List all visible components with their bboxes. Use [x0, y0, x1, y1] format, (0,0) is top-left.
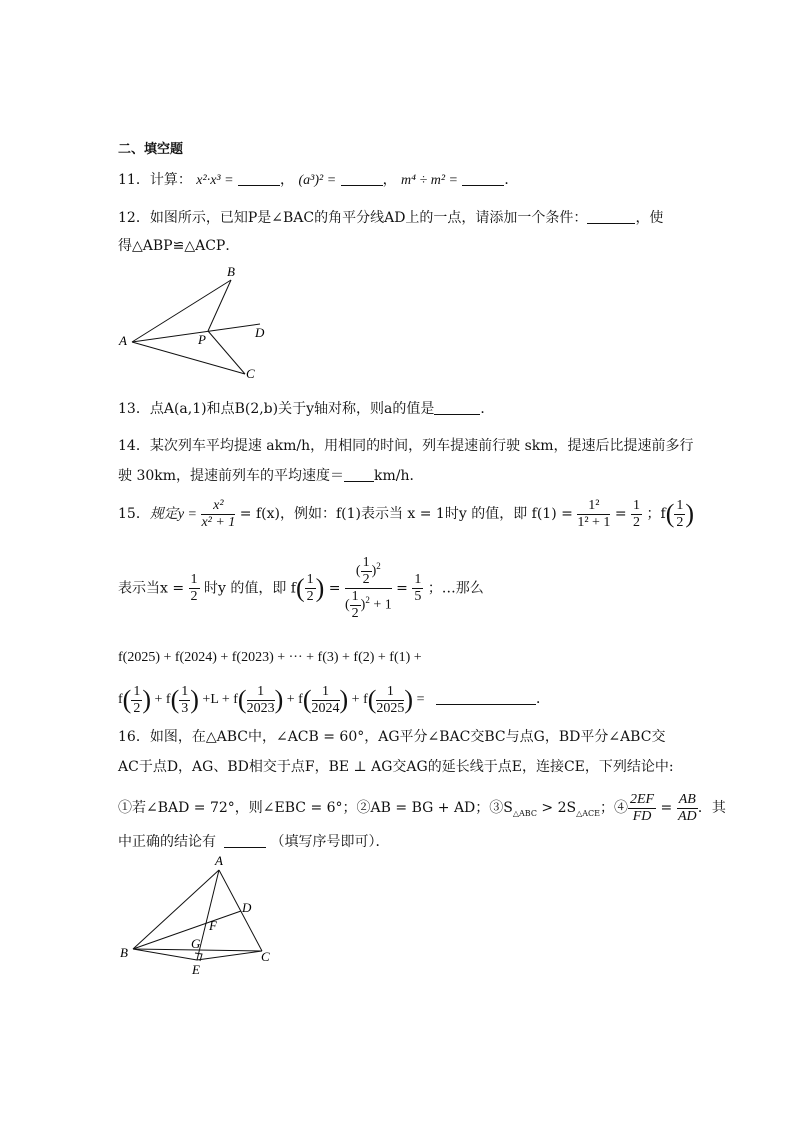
answer-blank[interactable]	[341, 171, 383, 186]
question-16-line-2: AC于点D，AG、BD相交于点F，BE ⊥ AG交AG的延长线于点E，连接CE，下列结论中:	[118, 759, 674, 775]
question-12-line-2: 得△ABP≌△ACP．	[118, 238, 240, 254]
fraction: $\frac{\text{1²}}{\text{1² + 1}}$	[577, 497, 611, 530]
label-E: E	[192, 962, 200, 977]
answer-blank[interactable]	[344, 467, 374, 482]
answer-blank[interactable]	[224, 833, 266, 848]
label-D: D	[242, 900, 252, 915]
q13-text: 点A(a,1)和点B(2,b)关于y轴对称，则a的值是	[149, 401, 435, 417]
question-15-sum-2: f( $\frac{1}{2}$ ) + f( $\frac{1}{3}$ ) +L + f( $\frac{1}{2023}$ ) + f( $\frac{1}{2024}$ ) + f( $\frac{1}{2025}$ ) = ．	[118, 683, 550, 716]
q11-number: 11．	[118, 172, 150, 188]
question-12-line-1: 12．如图所示，已知P是∠BAC的角平分线AD上的一点，请添加一个条件： ，使	[118, 210, 664, 226]
answer-blank[interactable]	[587, 209, 635, 224]
label-P: P	[198, 332, 206, 347]
question-15-line-1: 15．规定y = $\frac{\text{x²}}{\text{x² + 1}}$ = f(x)，例如：f(1)表示当 x = 1时y 的值，即 f(1) = $\frac{\text{1²}}{\text{1² + 1}}$ = $\frac{1}{2}$ ；f( $\frac{1}{2}$ )	[118, 497, 695, 530]
question-11: 11．计算： x²·x³ = ， (a³)² = ， m⁴ ÷ m² = ．	[118, 172, 519, 188]
section-title: 二、填空题	[118, 142, 184, 157]
q11-expr-2: (a³)² =	[298, 173, 337, 188]
question-13: 13．点A(a,1)和点B(2,b)关于y轴对称，则a的值是 ．	[118, 401, 495, 417]
q12-figure	[115, 262, 275, 384]
q11-expr-1: x²·x³ =	[196, 173, 234, 188]
question-15-line-2: 表示当x = $\frac{1}{2}$ 时y 的值，即 f( $\frac{1}{2}$ ) = ( $\frac{1}{2}$ )$^2$ ( $\frac{1}{2}$ )$^2$ + 1 = $\frac{1}{5}$ ；…那么	[118, 555, 484, 621]
answer-blank[interactable]	[436, 690, 536, 705]
fraction: $\frac{\text{x²}}{\text{x² + 1}}$	[201, 497, 236, 530]
q12-number: 12．	[118, 210, 150, 226]
fraction: $\frac{1}{2}$	[306, 572, 314, 604]
q14-number: 14．	[118, 438, 150, 454]
q11-lead: 计算：	[149, 172, 192, 188]
fraction: $\frac{1}{2}$	[633, 497, 641, 530]
question-14-line-1	[118, 436, 694, 456]
question-14-line-2: 驶 30km，提速前列车的平均速度＝ km/h．	[118, 468, 424, 484]
label-F: F	[209, 918, 217, 933]
answer-blank[interactable]	[462, 171, 504, 186]
q13-number: 13．	[118, 401, 150, 417]
nested-fraction: ( $\frac{1}{2}$ )$^2$ ( $\frac{1}{2}$ )$^2$ + 1	[344, 555, 392, 621]
label-A: A	[119, 333, 127, 348]
q16-number: 16．	[118, 729, 150, 745]
label-B: B	[120, 945, 128, 960]
fraction: $\frac{1}{2}$	[676, 497, 684, 530]
q11-expr-3: m⁴ ÷ m² =	[401, 173, 458, 188]
fraction: $\frac{1}{2}$	[190, 572, 198, 604]
label-G: G	[191, 936, 201, 951]
question-15-sum-1: f(2025) + f(2024) + f(2023) + ··· + f(3) + f(2) + f(1) +	[118, 650, 422, 665]
label-A: A	[215, 853, 223, 868]
answer-blank[interactable]	[434, 400, 480, 415]
question-16-line-3: ①若∠BAD = 72°，则∠EBC = 6°；②AB = BG + AD；$③S_{\triangle ABC} > 2S_{\triangle ACE}$；④ $\frac{2EF}{FD}$ = $\frac{AB}{AD}$ ．其	[118, 791, 726, 824]
label-C: C	[246, 366, 255, 381]
question-16-line-4: 中正确的结论有 （填写序号即可）．	[118, 834, 390, 850]
question-16-line-1: 16．如图，在△ABC中，∠ACB = 60°，AG平分∠BAC交BC与点G，BD平分∠ABC交	[118, 729, 666, 745]
q16-figure	[115, 852, 285, 982]
answer-blank[interactable]	[238, 171, 280, 186]
q12-text: 如图所示，已知P是∠BAC的角平分线AD上的一点，请添加一个条件：	[149, 210, 588, 226]
label-C: C	[261, 949, 270, 964]
q14-text: 某次列车平均提速 akm/h，用相同的时间，列车提速前行驶 skm，提速后比提速前多行	[149, 438, 694, 454]
q15-number: 15．	[118, 506, 150, 522]
label-B: B	[227, 264, 235, 279]
fraction: $\frac{1}{5}$	[414, 572, 422, 604]
label-D: D	[255, 325, 265, 340]
